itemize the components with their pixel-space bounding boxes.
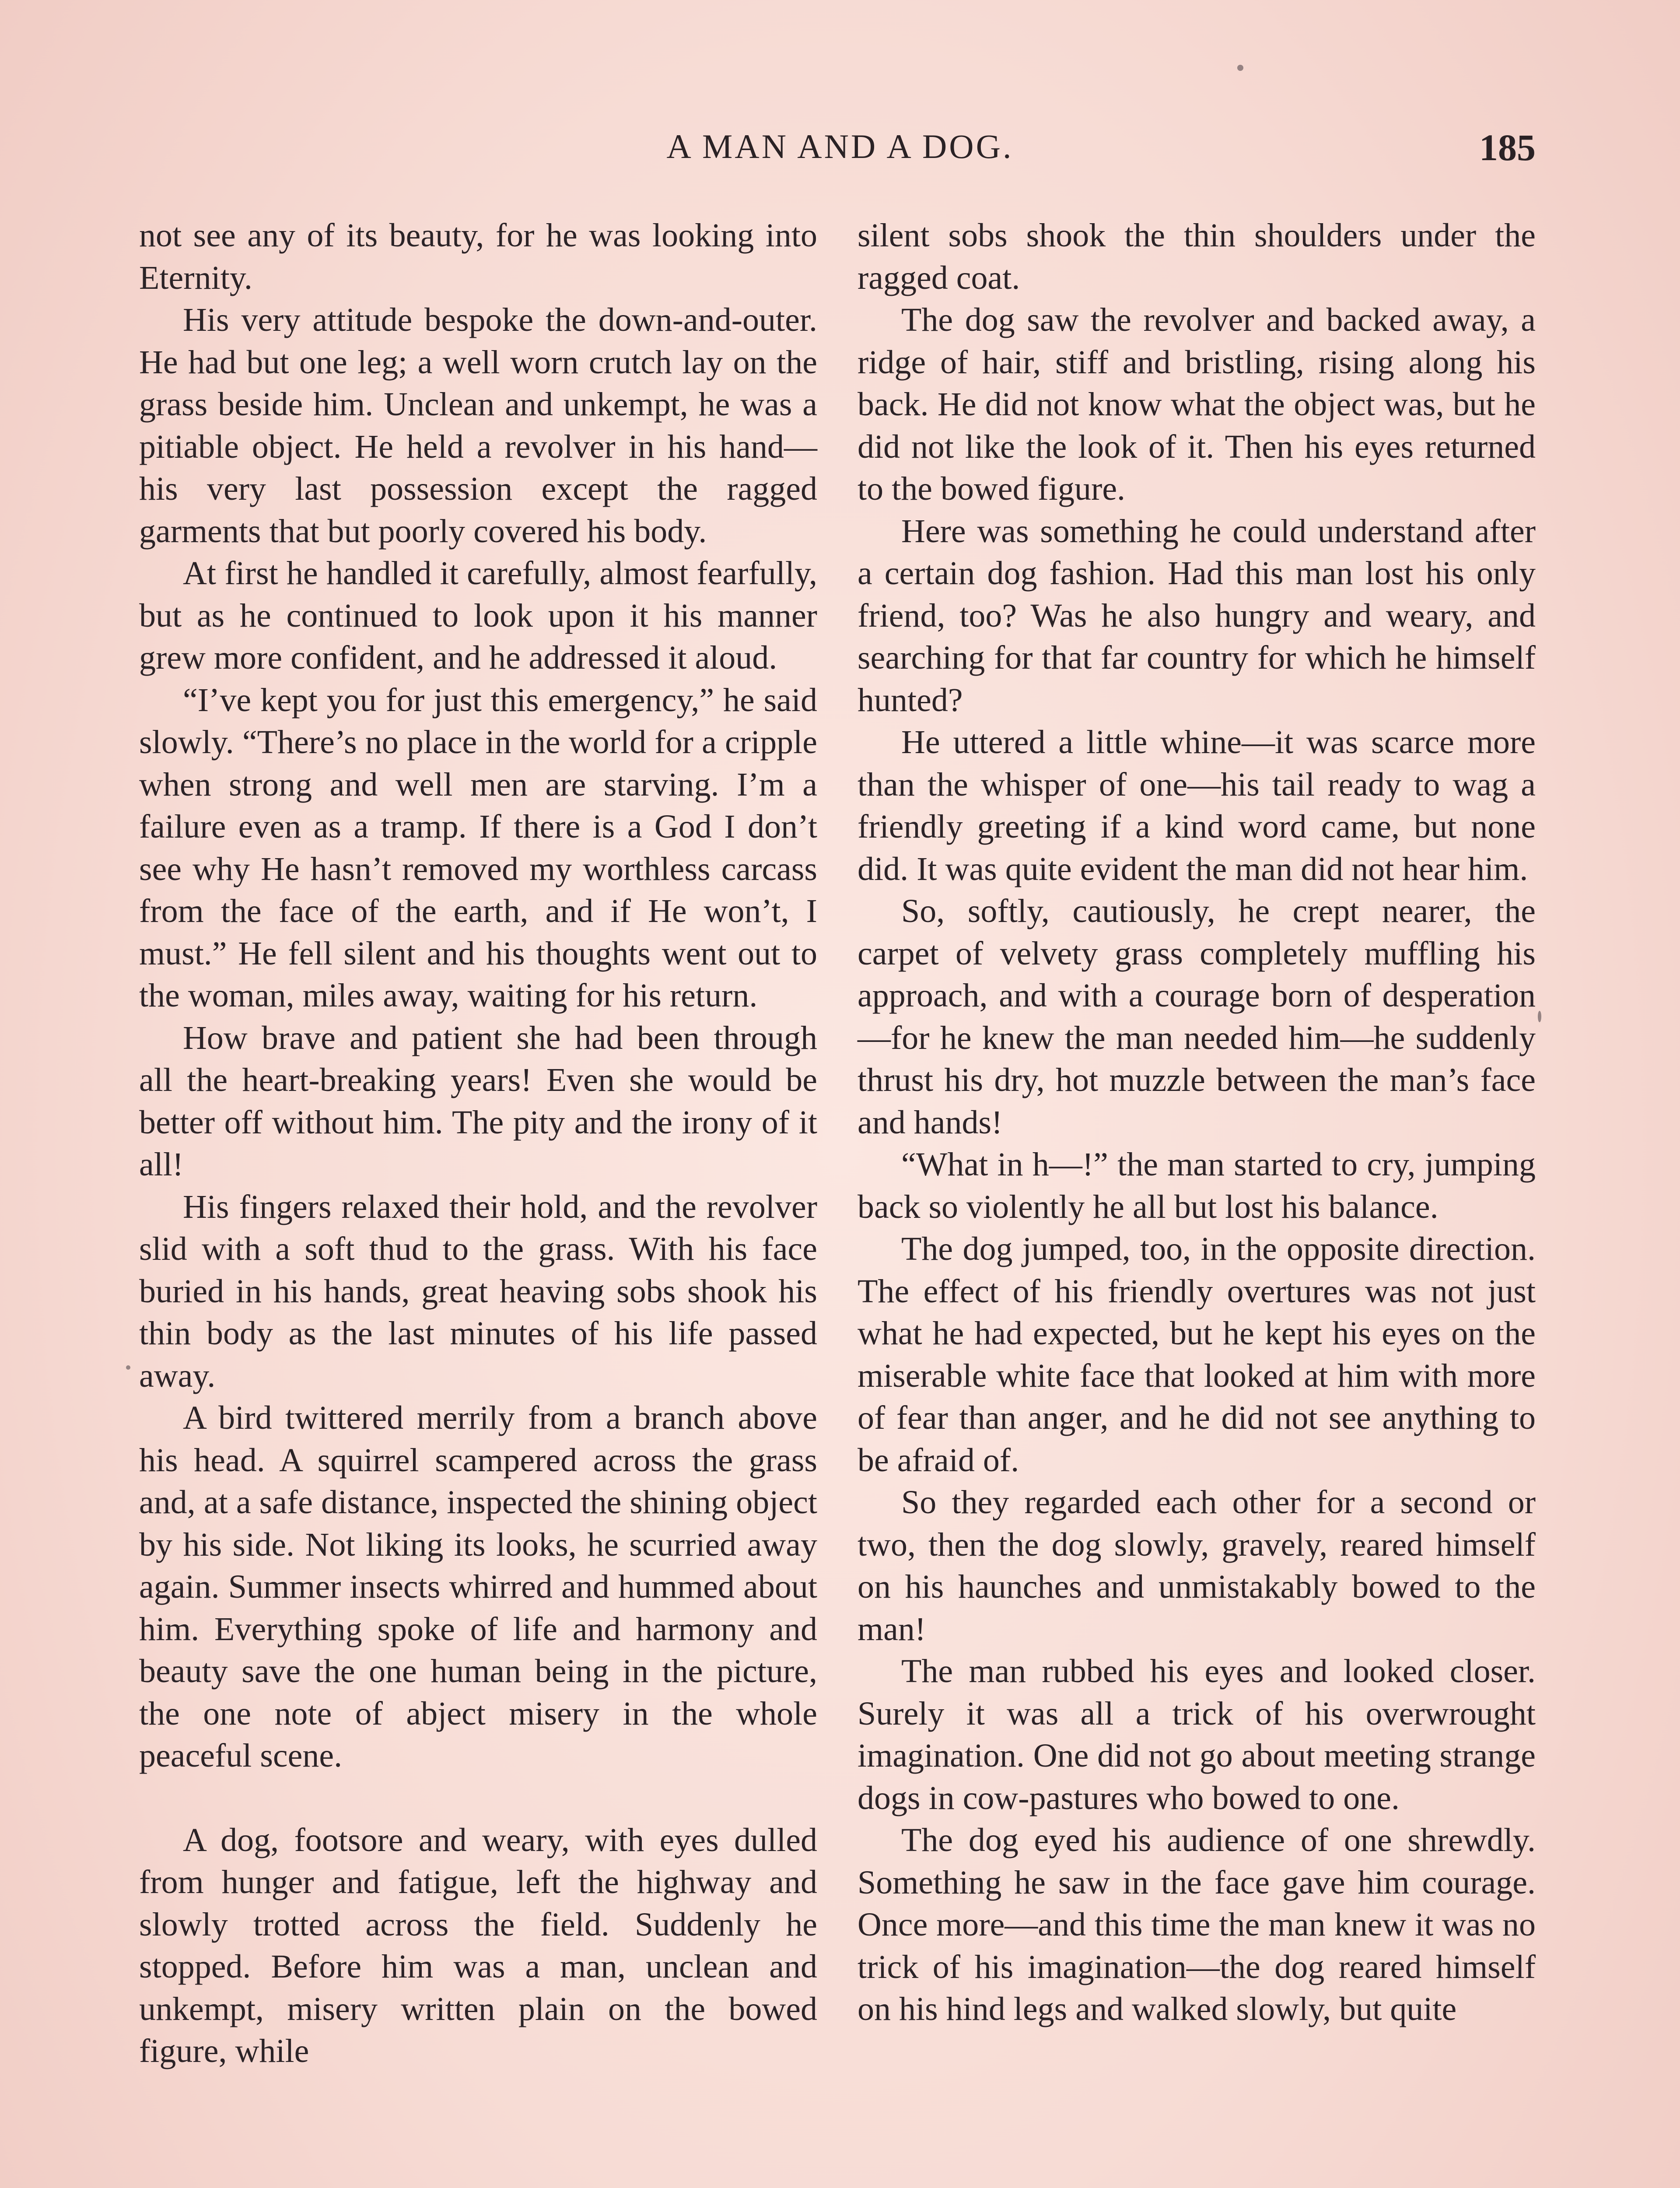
paragraph: So they regarded each other for a second or two, then the dog slowly, gravely, reared himself on his haunches and unmistakably bowed to the man! xyxy=(858,1484,1536,1648)
paragraph: “I’ve kept you for just this emergency,” he said slowly. “There’s no place in the world for a cripple when strong and well men are starving. I’m a failure even as a tramp. If there is a God I don’t see why He hasn’t removed my worthless carcass from the face of the earth, and if He won’t, I must.” He fell silent and his thoughts went out to the woman, miles away, waiting for his return. xyxy=(139,681,817,1014)
page-number: 185 xyxy=(1479,126,1536,168)
paragraph: Here was something he could understand after a certain dog fashion. Had this man lost his only friend, too? Was he also hungry and weary, and searching for that far country for which he himself hunted? xyxy=(858,512,1536,719)
paragraph: The dog jumped, too, in the opposite direction. The effect of his friendly overtures was not just what he had expected, but he kept his eyes on the miserable white face that looked at him with more of fear than anger, and he did not see anything to be afraid of. xyxy=(858,1231,1536,1479)
print-speck xyxy=(126,1365,130,1370)
paragraph: silent sobs shook the thin shoulders under the ragged coat. xyxy=(858,217,1536,296)
paragraph: His fingers relaxed their hold, and the revolver slid with a soft thud to the grass. With his face buried in his hands, great heaving sobs shook his thin body as the last minutes of his life passed away. xyxy=(139,1188,817,1394)
paragraph: The man rubbed his eyes and looked closer. Surely it was all a trick of his overwrought imagination. One did not go about meeting strange dogs in cow-pastures who bowed to one. xyxy=(858,1653,1536,1816)
paragraph: So, softly, cautiously, he crept nearer, the carpet of velvety grass completely muffling his approach, and with a courage born of desperation—for he knew the man needed him—he suddenly thrust his dry, hot muzzle between the man’s face and hands! xyxy=(858,893,1536,1141)
paragraph: He uttered a little whine—it was scarce more than the whisper of one—his tail ready to wag a friendly greeting if a kind word came, but none did. It was quite evident the man did not hear him. xyxy=(858,724,1536,887)
print-speck xyxy=(1237,65,1243,71)
paragraph: not see any of its beauty, for he was looking into Eternity. xyxy=(139,217,817,296)
right-column xyxy=(858,214,1536,2030)
paragraph: The dog eyed his audience of one shrewdly. Something he saw in the face gave him courage. Once more—and this time the man knew it was no trick of his imagination—the dog reared himself on his hind legs and walked slowly, but quite xyxy=(858,1822,1536,2027)
paragraph: A bird twittered merrily from a branch above his head. A squirrel scampered across the grass and, at a safe distance, inspected the shining object by his side. Not liking its looks, he scurried away again. Summer insects whirred and hummed about him. Everything spoke of life and harmony and beauty save the one human being in the picture, the one note of abject misery in the whole peaceful scene. xyxy=(139,1399,817,1774)
left-column xyxy=(139,214,817,2072)
paragraph: How brave and patient she had been through all the heart-breaking years! Even she would be better off without him. The pity and the irony of it all! xyxy=(139,1019,817,1183)
paragraph: “What in h—!” the man started to cry, jumping back so violently he all but lost his balance. xyxy=(858,1146,1536,1225)
running-title: A MAN AND A DOG. xyxy=(666,127,1014,165)
paragraph: At first he handled it carefully, almost fearfully, but as he continued to look upon it his manner grew more confident, and he addressed it aloud. xyxy=(139,555,817,676)
paragraph: A dog, footsore and weary, with eyes dulled from hunger and fatigue, left the highway and slowly trotted across the field. Suddenly he stopped. Before him was a man, unclean and unkempt, misery written plain on the bowed figure, while xyxy=(139,1821,817,2069)
print-speck xyxy=(1538,1011,1541,1022)
paragraph: His very attitude bespoke the down-and-outer. He had but one leg; a well worn crutch lay on the grass beside him. Unclean and unkempt, he was a pitiable object. He held a revolver in his hand—his very last possession except the ragged garments that but poorly covered his body. xyxy=(139,302,817,550)
paragraph: The dog saw the revolver and backed away, a ridge of hair, stiff and bristling, rising along his back. He did not know what the object was, but he did not like the look of it. Then his eyes returned to the bowed figure. xyxy=(858,302,1536,507)
